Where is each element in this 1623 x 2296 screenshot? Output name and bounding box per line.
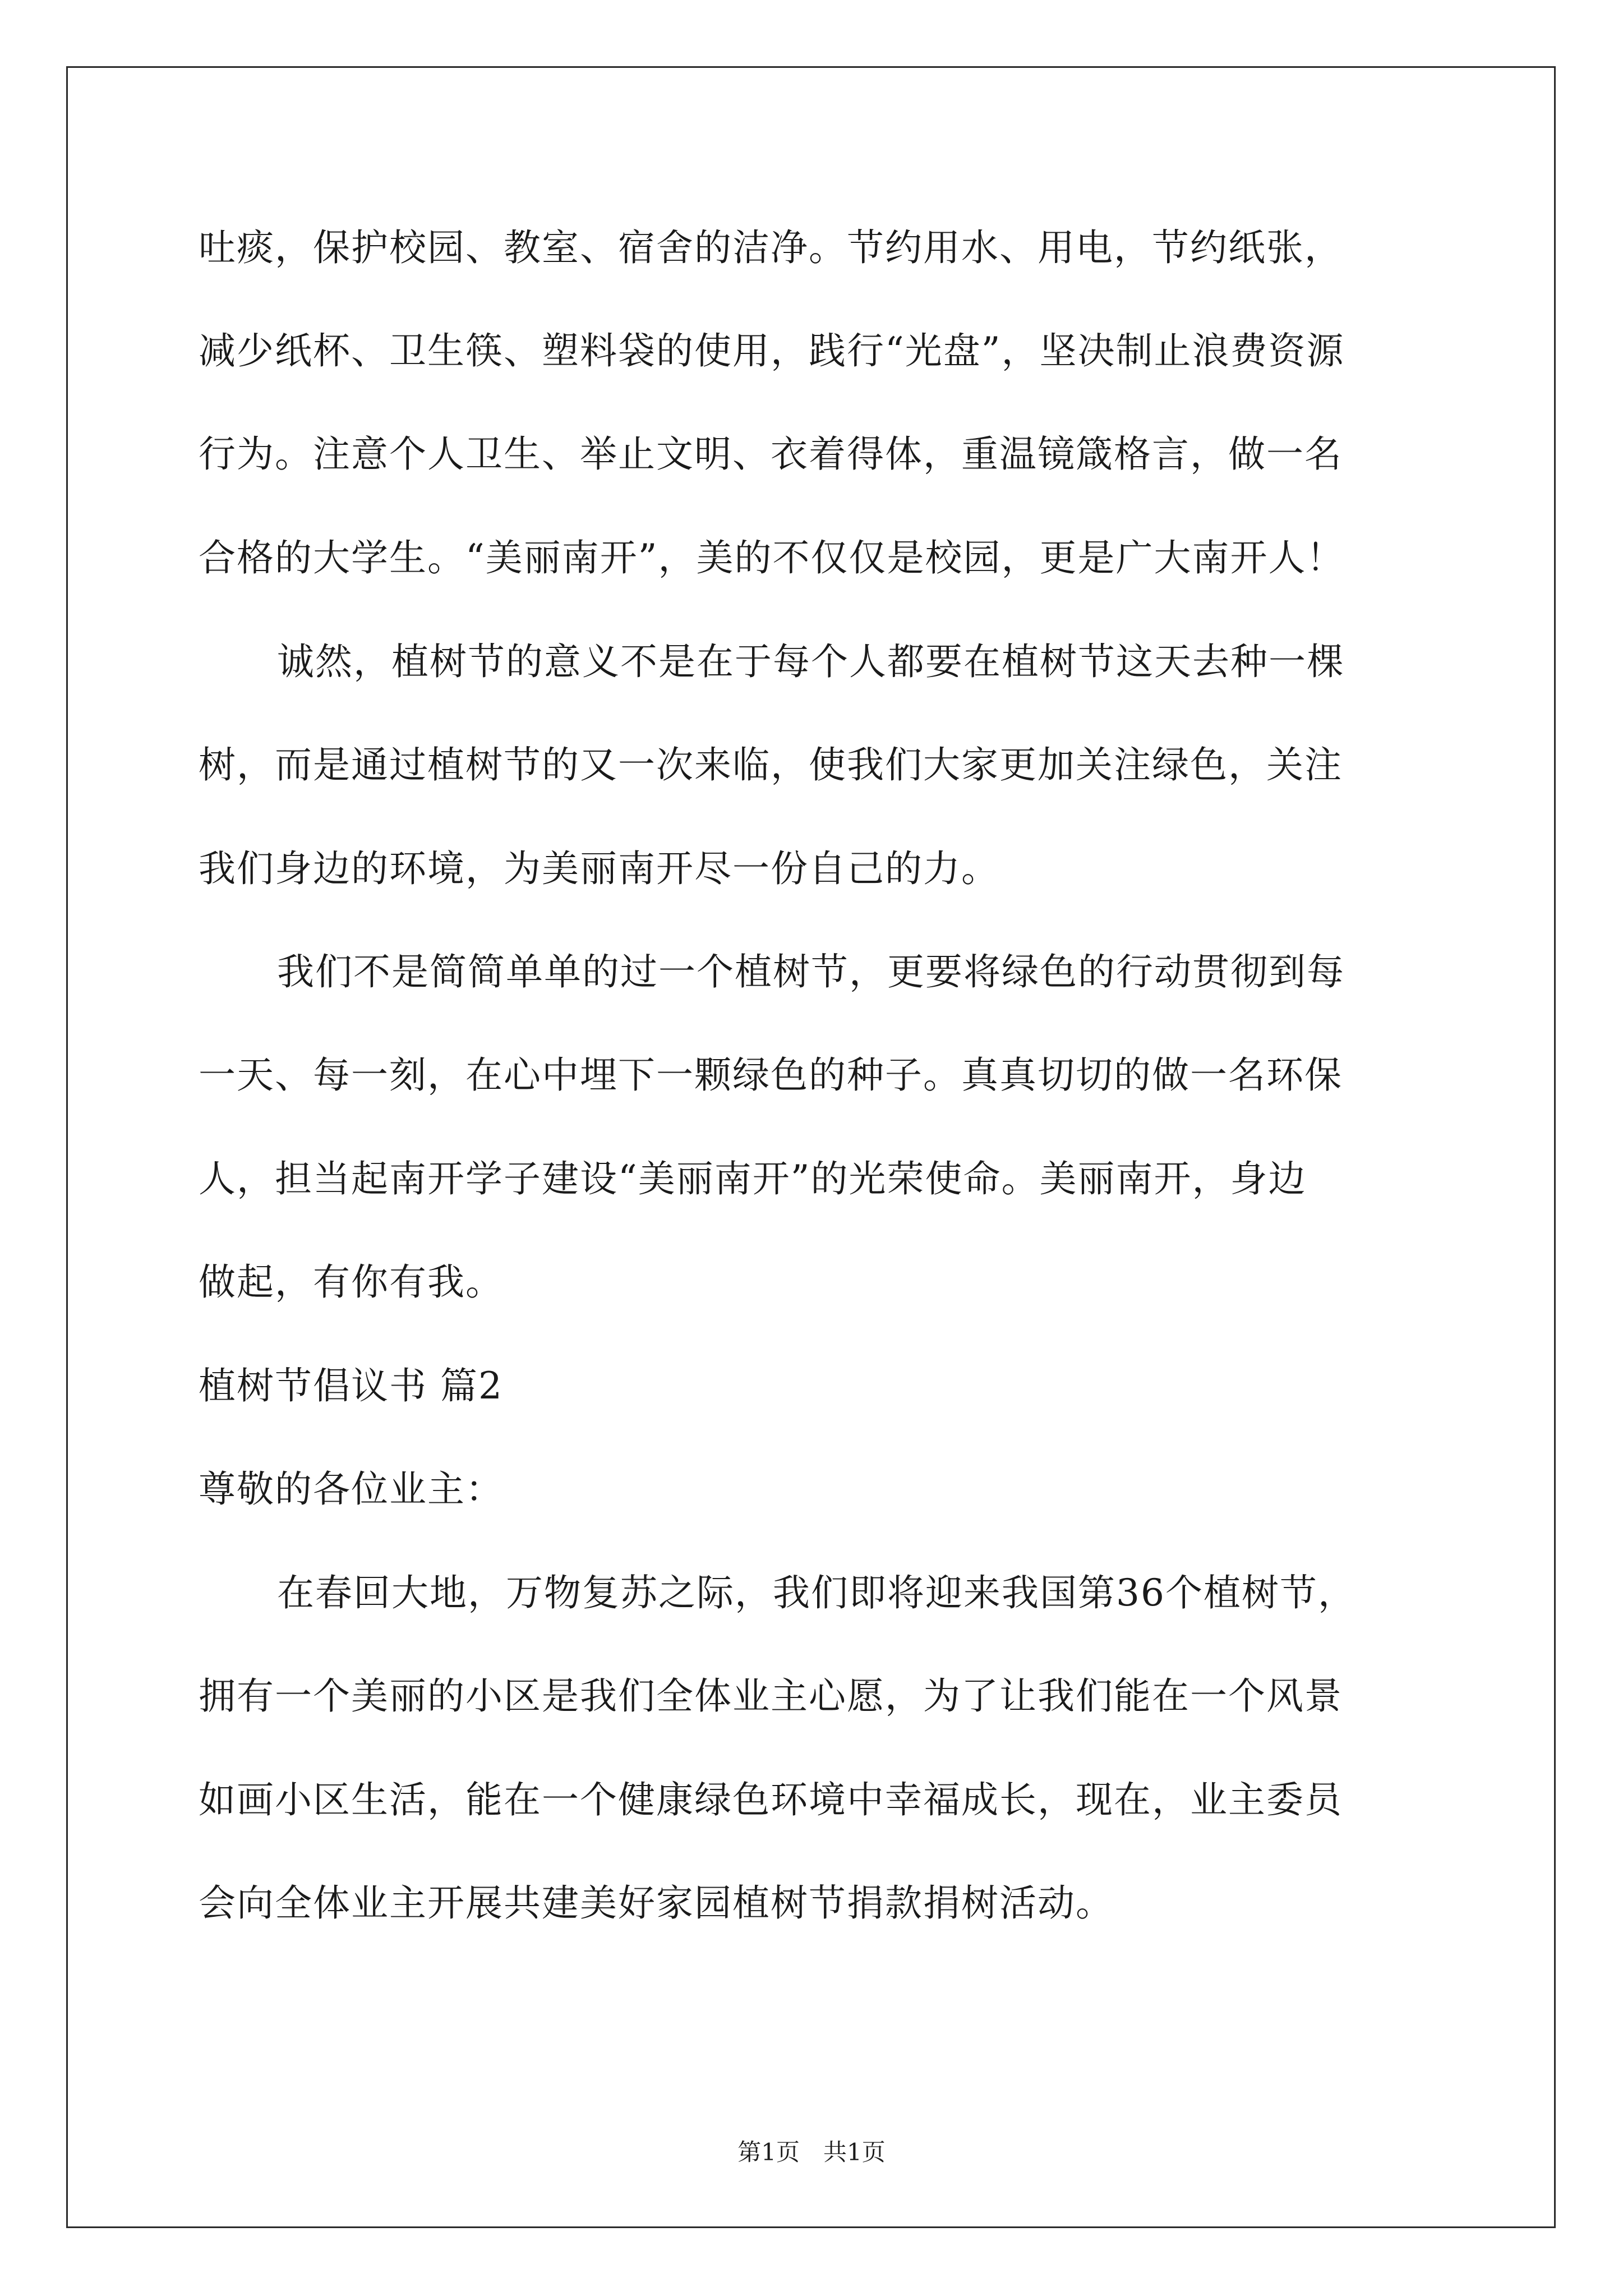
paragraph-start-line: 诚然，植树节的意义不是在于每个人都要在植树节这天去种一棵 (277, 640, 1345, 683)
text-line: 一天、每一刻，在心中埋下一颗绿色的种子。真真切切的做一名环保 (199, 1053, 1343, 1097)
section-heading: 植树节倡议书 篇2 (199, 1364, 503, 1407)
text-line: 做起，有你有我。 (199, 1260, 504, 1304)
text-line: 行为。注意个人卫生、举止文明、衣着得体，重温镜箴格言，做一名 (199, 432, 1343, 476)
salutation: 尊敬的各位业主： (199, 1467, 504, 1511)
paragraph-start-line: 我们不是简简单单的过一个植树节，更要将绿色的行动贯彻到每 (277, 950, 1345, 993)
text-line: 如画小区生活，能在一个健康绿色环境中幸福成长，现在，业主委员 (199, 1778, 1343, 1821)
page-footer: 第1页 共1页 (737, 2138, 886, 2166)
text-line: 我们身边的环境，为美丽南开尽一份自己的力。 (199, 847, 999, 890)
text-line: 人，担当起南开学子建设“美丽南开”的光荣使命。美丽南开，身边 (199, 1157, 1307, 1200)
text-line: 合格的大学生。“美丽南开”，美的不仅仅是校园，更是广大南开人！ (199, 536, 1345, 579)
paragraph-start-line: 在春回大地，万物复苏之际，我们即将迎来我国第36个植树节， (277, 1571, 1356, 1614)
text-line: 减少纸杯、卫生筷、塑料袋的使用，践行“光盘”，坚决制止浪费资源 (199, 329, 1345, 372)
text-line: 会向全体业主开展共建美好家园植树节捐款捐树活动。 (199, 1881, 1114, 1925)
text-line: 树，而是通过植树节的又一次来临，使我们大家更加关注绿色，关注 (199, 743, 1343, 786)
text-line: 吐痰，保护校园、教室、宿舍的洁净。节约用水、用电，节约纸张， (199, 226, 1343, 269)
text-line: 拥有一个美丽的小区是我们全体业主心愿，为了让我们能在一个风景 (199, 1674, 1343, 1718)
